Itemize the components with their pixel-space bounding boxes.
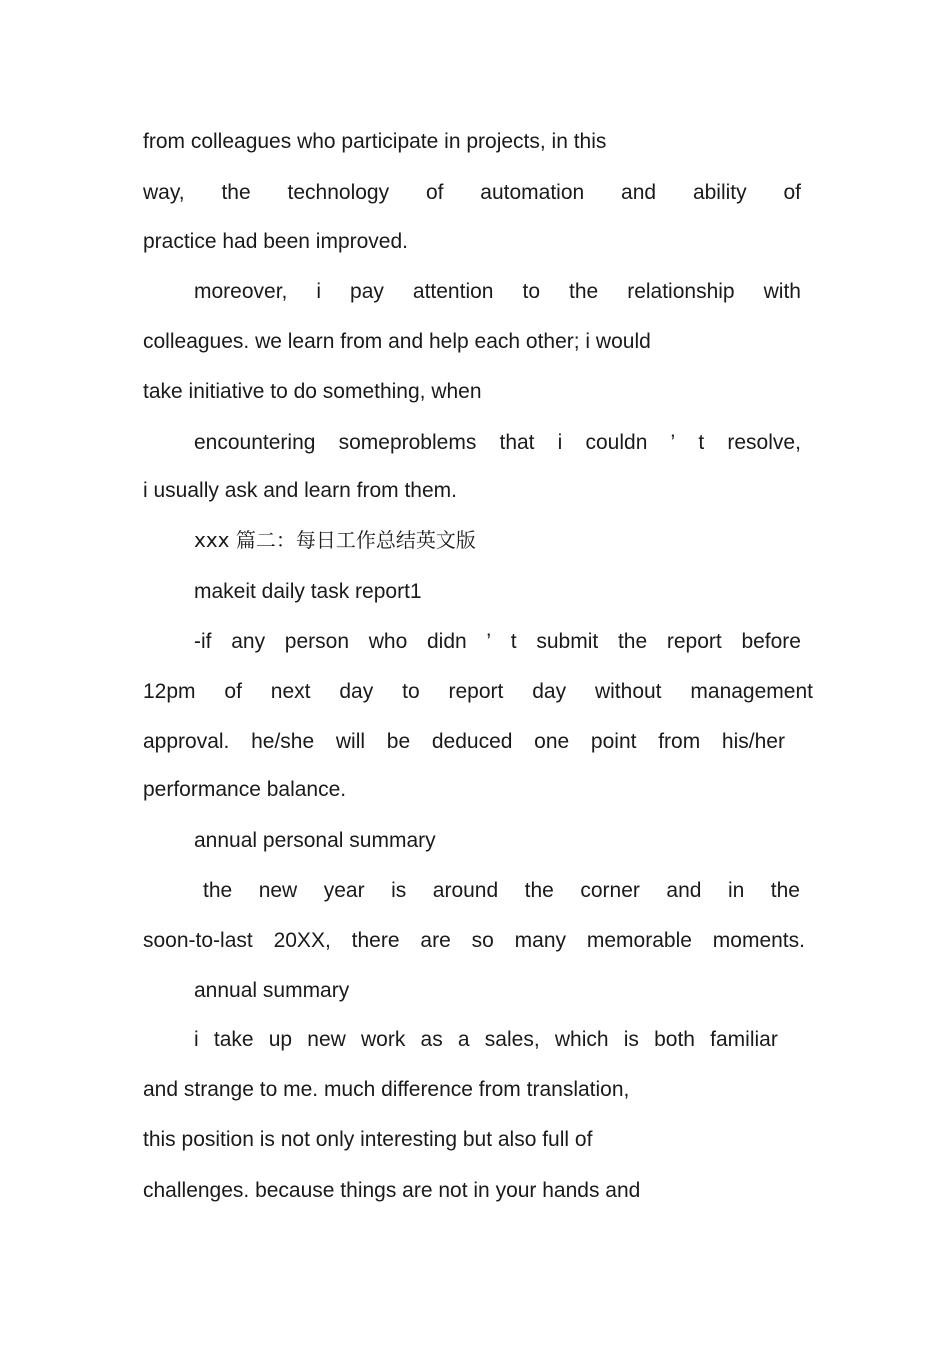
- word: management: [690, 680, 813, 703]
- word: i: [316, 280, 322, 303]
- word: didn: [426, 630, 467, 653]
- word: someproblems: [338, 431, 477, 454]
- word: up: [268, 1028, 293, 1051]
- text-line: take initiative to do something, when: [143, 380, 482, 403]
- word: any: [231, 630, 266, 653]
- text-line: [194, 428, 801, 458]
- word: ability: [692, 181, 747, 204]
- word: the: [524, 879, 554, 902]
- word: are: [420, 929, 451, 952]
- word: with: [763, 280, 801, 303]
- word: the: [617, 630, 648, 653]
- word: i: [557, 431, 563, 454]
- word: there: [351, 929, 400, 952]
- word: the: [203, 879, 233, 902]
- word: day: [532, 680, 567, 703]
- text-line: performance balance.: [143, 778, 347, 801]
- text-line: makeit daily task report1: [194, 580, 422, 603]
- word: submit: [536, 630, 599, 653]
- word: work: [361, 1028, 406, 1051]
- word: both: [654, 1028, 695, 1051]
- word: of: [783, 181, 801, 204]
- word: many: [514, 929, 567, 952]
- word: year: [323, 879, 365, 902]
- word: as: [420, 1028, 443, 1051]
- word: that: [499, 431, 535, 454]
- word: 20XX,: [273, 929, 331, 952]
- word: is: [391, 879, 407, 902]
- word: i: [194, 1028, 199, 1051]
- word: encountering: [194, 431, 316, 454]
- word: day: [339, 680, 374, 703]
- word: be: [386, 730, 411, 753]
- section-heading: annual personal summary: [194, 829, 436, 852]
- word: approval.: [143, 730, 230, 753]
- word: the: [221, 181, 251, 204]
- text-line: colleagues. we learn from and help each other; i would: [143, 330, 651, 353]
- word: moments.: [712, 929, 805, 952]
- word: -if: [194, 630, 212, 653]
- word: familiar: [710, 1028, 778, 1051]
- word: soon-to-last: [143, 929, 253, 952]
- word: 12pm: [143, 680, 196, 703]
- word: attention: [412, 280, 494, 303]
- word: will: [335, 730, 366, 753]
- word: t: [698, 431, 705, 454]
- word: before: [741, 630, 801, 653]
- word: he/she: [251, 730, 315, 753]
- word: person: [284, 630, 350, 653]
- word: of: [425, 181, 444, 204]
- text-line: from colleagues who participate in projects, in this: [143, 130, 607, 153]
- section-heading: xxx 篇二：每日工作总结英文版: [194, 528, 476, 552]
- text-line: i usually ask and learn from them.: [143, 479, 457, 502]
- word: and: [621, 181, 657, 204]
- word: corner: [580, 879, 640, 902]
- word: new: [307, 1028, 346, 1051]
- word: to: [522, 280, 540, 303]
- text-line: [143, 677, 813, 707]
- text-line: [194, 277, 801, 307]
- word: resolve,: [727, 431, 801, 454]
- word: deduced: [431, 730, 513, 753]
- word: technology: [287, 181, 390, 204]
- word: point: [590, 730, 637, 753]
- text-line: and strange to me. much difference from translation,: [143, 1078, 630, 1101]
- word: new: [258, 879, 298, 902]
- word: report: [666, 630, 722, 653]
- word: from: [658, 730, 701, 753]
- text-line: [203, 876, 800, 906]
- word: t: [510, 630, 517, 653]
- text-line: [143, 727, 785, 757]
- word: the: [569, 280, 599, 303]
- word: in: [727, 879, 745, 902]
- text-line: practice had been improved.: [143, 230, 408, 253]
- word: couldn: [585, 431, 648, 454]
- word: around: [432, 879, 499, 902]
- word: one: [534, 730, 570, 753]
- word: moreover,: [194, 280, 288, 303]
- word: is: [623, 1028, 639, 1051]
- word: without: [594, 680, 662, 703]
- text-line: [143, 926, 805, 956]
- text-line: this position is not only interesting but also full of: [143, 1128, 593, 1151]
- word: sales,: [484, 1028, 540, 1051]
- word: memorable: [586, 929, 692, 952]
- text-line: [194, 1025, 778, 1055]
- word: of: [224, 680, 242, 703]
- word: his/her: [721, 730, 785, 753]
- word: ’: [486, 630, 492, 653]
- section-heading: annual summary: [194, 979, 350, 1002]
- word: take: [213, 1028, 254, 1051]
- word: ’: [670, 431, 676, 454]
- text-line: [143, 178, 801, 208]
- word: and: [666, 879, 702, 902]
- word: the: [770, 879, 800, 902]
- word: to: [402, 680, 420, 703]
- word: relationship: [627, 280, 735, 303]
- word: a: [457, 1028, 470, 1051]
- word: automation: [480, 181, 585, 204]
- word: report: [448, 680, 504, 703]
- text-line: challenges. because things are not in your hands and: [143, 1179, 641, 1202]
- word: next: [270, 680, 311, 703]
- word: pay: [350, 280, 384, 303]
- word: so: [471, 929, 494, 952]
- word: which: [554, 1028, 609, 1051]
- word: way,: [143, 181, 185, 204]
- text-line: [194, 627, 801, 657]
- word: who: [368, 630, 408, 653]
